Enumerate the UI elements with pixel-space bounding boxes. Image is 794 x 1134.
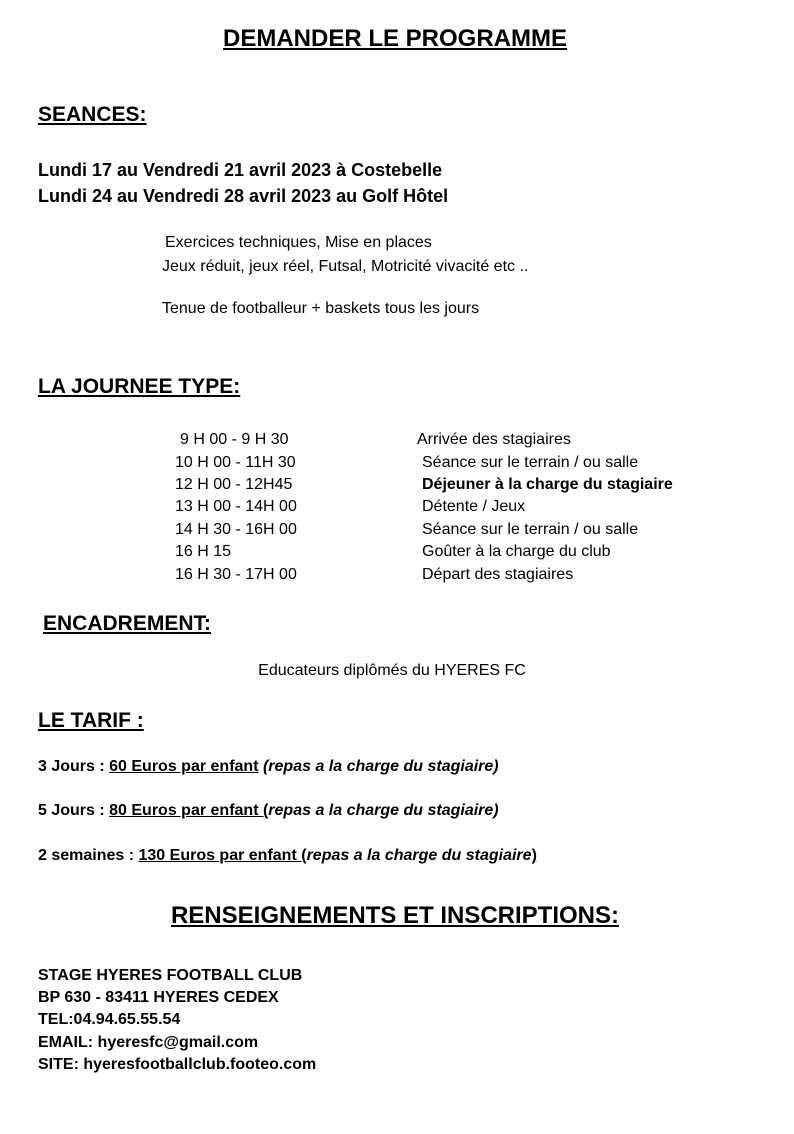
tarif-note: repas a la charge du stagiaire	[306, 847, 532, 864]
tarif-label: 3 Jours :	[38, 758, 110, 775]
seances-activities-2: Jeux réduit, jeux réel, Futsal, Motricité vivacité etc ..	[162, 258, 529, 275]
seances-date-2: Lundi 24 au Vendredi 28 avril 2023 au Golf Hôtel	[38, 186, 449, 206]
schedule-time: 12 H 00 - 12H45	[175, 476, 293, 493]
schedule-time: 16 H 15	[175, 543, 232, 560]
schedule-activity: Détente / Jeux	[422, 498, 526, 515]
schedule-activity: Déjeuner à la charge du stagiaire	[422, 476, 673, 493]
schedule-time: 10 H 00 - 11H 30	[175, 454, 296, 471]
contact-club: STAGE HYERES FOOTBALL CLUB	[38, 967, 303, 984]
schedule-activity: Départ des stagiaires	[422, 566, 574, 583]
journee-heading: LA JOURNEE TYPE:	[38, 375, 241, 398]
tarif-heading: LE TARIF :	[38, 709, 144, 732]
seances-outfit: Tenue de footballeur + baskets tous les jours	[162, 300, 480, 317]
page-title: DEMANDER LE PROGRAMME	[222, 25, 567, 52]
contact-block	[38, 965, 316, 1076]
tarif-item	[38, 802, 499, 820]
contact-site: SITE: hyeresfootballclub.footeo.com	[38, 1055, 317, 1073]
tarif-price: 80 Euros par enfant	[109, 802, 259, 819]
tarif-label: 5 Jours :	[38, 802, 110, 819]
tarif-item	[38, 758, 499, 776]
renseignements-heading: RENSEIGNEMENTS ET INSCRIPTIONS:	[170, 902, 620, 929]
tarif-price: 130 Euros par enfant	[138, 847, 297, 864]
tarif-price: 60 Euros par enfant	[109, 758, 259, 775]
tarif-note: repas a la charge du stagiaire)	[268, 802, 499, 819]
contact-email: EMAIL: hyeresfc@gmail.com	[38, 1033, 259, 1051]
tarif-note: (repas a la charge du stagiaire)	[262, 758, 499, 775]
tarif-note-open: (	[258, 802, 269, 819]
seances-activities-1: Exercices techniques, Mise en places	[165, 234, 432, 251]
schedule-activity: Arrivée des stagiaires	[417, 431, 571, 448]
seances-date-1: Lundi 17 au Vendredi 21 avril 2023 à Costebelle	[38, 160, 443, 180]
schedule-time: 9 H 00 - 9 H 30	[180, 431, 289, 448]
tarif-label: 2 semaines :	[38, 847, 139, 864]
encadrement-text: Educateurs diplômés du HYERES FC	[258, 662, 526, 679]
schedule-time: 16 H 30 - 17H 00	[175, 566, 297, 583]
tarif-item	[38, 847, 537, 865]
tarif-note-open: (	[296, 847, 307, 864]
tarif-note-close: )	[531, 847, 537, 864]
encadrement-heading: ENCADREMENT:	[43, 612, 211, 635]
schedule-time: 13 H 00 - 14H 00	[175, 498, 297, 515]
schedule-time: 14 H 30 - 16H 00	[175, 521, 297, 538]
contact-phone: TEL:04.94.65.55.54	[38, 1011, 181, 1029]
contact-address: BP 630 - 83411 HYERES CEDEX	[38, 989, 279, 1007]
seances-heading: SEANCES:	[38, 103, 147, 126]
schedule-activity: Séance sur le terrain / ou salle	[422, 521, 639, 538]
schedule-activity: Goûter à la charge du club	[422, 543, 611, 560]
schedule-activity: Séance sur le terrain / ou salle	[422, 454, 639, 471]
